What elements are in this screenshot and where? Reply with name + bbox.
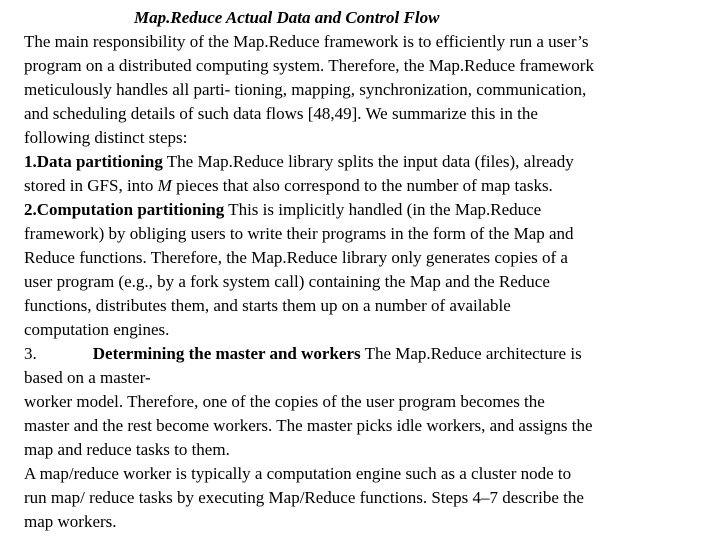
- step3-line: based on a master-: [24, 368, 151, 387]
- step2-line: Reduce functions. Therefore, the Map.Reduce library only generates copies of a: [24, 248, 568, 267]
- step2-line: framework) by obliging users to write their programs in the form of the Map and: [24, 224, 574, 243]
- step1-text: pieces that also correspond to the number of map tasks.: [171, 176, 553, 195]
- step1-text: The Map.Reduce library splits the input data (files), already: [162, 152, 574, 171]
- step1-line: [24, 174, 700, 198]
- paragraph-line: map workers.: [24, 512, 117, 531]
- step3-line: [24, 342, 700, 366]
- paragraph-line: The main responsibility of the Map.Reduce framework is to efficiently run a user’s: [24, 32, 589, 51]
- paragraph-line: and scheduling details of such data flows [48,49]. We summarize this in the: [24, 104, 538, 123]
- document-title: Map.Reduce Actual Data and Control Flow: [134, 8, 440, 27]
- step1-variable: M: [157, 176, 172, 195]
- paragraph-line: program on a distributed computing system. Therefore, the Map.Reduce framework: [24, 56, 594, 75]
- paragraph-line: following distinct steps:: [24, 128, 188, 147]
- step2-text: This is implicitly handled (in the Map.Reduce: [224, 200, 542, 219]
- step3-line: master and the rest become workers. The master picks idle workers, and assigns the: [24, 416, 593, 435]
- step3-text: The Map.Reduce architecture is: [360, 344, 582, 363]
- step3-line: map and reduce tasks to them.: [24, 440, 230, 459]
- step3-number: 3.: [24, 344, 37, 363]
- step2-line: computation engines.: [24, 320, 170, 339]
- step2-line: functions, distributes them, and starts them up on a number of available: [24, 296, 511, 315]
- step1-text: stored in GFS, into: [24, 176, 158, 195]
- paragraph-line: meticulously handles all parti- tioning, mapping, synchronization, communication,: [24, 80, 587, 99]
- step1-heading: 1.Data partitioning: [24, 152, 163, 171]
- step2-line: [24, 198, 700, 222]
- step1-line: [24, 150, 700, 174]
- step3-line: worker model. Therefore, one of the copies of the user program becomes the: [24, 392, 545, 411]
- document-body: [24, 30, 700, 534]
- step2-line: user program (e.g., by a fork system call) containing the Map and the Reduce: [24, 272, 550, 291]
- paragraph-line: A map/reduce worker is typically a computation engine such as a cluster node to: [24, 464, 572, 483]
- paragraph-line: run map/ reduce tasks by executing Map/Reduce functions. Steps 4–7 describe the: [24, 488, 584, 507]
- step2-heading: 2.Computation partitioning: [24, 200, 225, 219]
- step3-heading: Determining the master and workers: [92, 344, 361, 363]
